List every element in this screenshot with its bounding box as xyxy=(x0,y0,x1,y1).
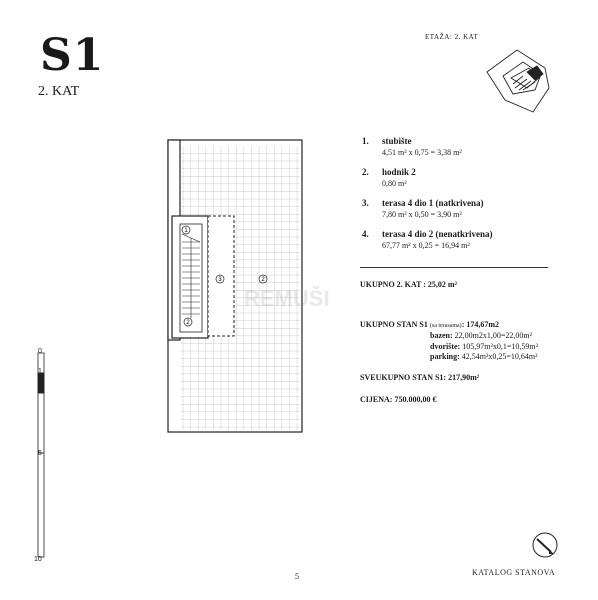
total-unit-label: UKUPNO STAN S1 xyxy=(360,320,428,329)
legend-name: hodnik 2 xyxy=(382,167,416,177)
scale-tick-1: 1 xyxy=(38,368,42,375)
legend-name: terasa 4 dio 2 (nenatkrivena) xyxy=(382,229,493,239)
breakdown-row xyxy=(430,331,538,342)
unit-code: S1 xyxy=(40,30,105,81)
divider xyxy=(360,267,548,268)
legend-num: 1. xyxy=(362,136,369,146)
scale-tick-5: 5 xyxy=(38,450,42,457)
breakdown-label: parking: xyxy=(430,352,460,361)
scale-tick-10: 10 xyxy=(34,556,42,563)
legend-num: 2. xyxy=(362,167,369,177)
breakdown-value: 22,00m2x1,00=22,00m² xyxy=(454,331,533,340)
breakdown-value: 105,97m²x0,1=10,59m² xyxy=(462,341,538,351)
total-unit-value: : 174,67m2 xyxy=(461,320,500,329)
price: CIJENA: 750.000,00 € xyxy=(360,395,437,404)
grand-total: SVEUKUPNO STAN S1: 217,90m² xyxy=(360,373,480,382)
marker-4-label: 2 xyxy=(261,277,265,283)
scale-bar xyxy=(30,345,60,565)
page-number: 5 xyxy=(295,572,299,581)
breakdown-row xyxy=(430,352,538,363)
legend-name: terasa 4 dio 1 (natkrivena) xyxy=(382,198,484,208)
catalog-label: KATALOG STANOVA xyxy=(472,568,556,577)
marker-1-label: 1 xyxy=(184,228,188,234)
scale-tick-2: 2 xyxy=(38,388,42,395)
legend-calc: 4,51 m² x 0,75 = 3,38 m² xyxy=(382,148,462,157)
legend-item xyxy=(362,198,562,220)
legend-item xyxy=(362,136,562,158)
breakdown-label: bazen: xyxy=(430,331,453,340)
legend-item xyxy=(362,229,562,251)
legend-calc: 7,80 m² x 0,50 = 3,90 m² xyxy=(382,210,462,219)
legend-num: 3. xyxy=(362,198,369,208)
site-locator-map xyxy=(483,44,553,114)
breakdown-row xyxy=(430,342,538,353)
north-compass-icon xyxy=(530,530,560,560)
breakdown-label: dvorište: xyxy=(430,341,461,351)
scale-tick-0: 0 xyxy=(38,348,42,355)
legend-name: stubište xyxy=(382,136,412,146)
floor-label: 2. KAT xyxy=(38,84,80,99)
legend-calc: 67,77 m² x 0,25 = 16,94 m² xyxy=(382,241,470,250)
marker-3-label: 3 xyxy=(218,277,222,283)
breakdown-value: 42,54m²x0,25=10,64m² xyxy=(461,352,538,361)
marker-2a-label: 2 xyxy=(186,320,190,326)
etaza-label: ETAŽA: 2. KAT xyxy=(425,33,479,41)
legend-item xyxy=(362,167,562,189)
svg-text:REMUŠI: REMUŠI xyxy=(244,286,330,311)
total-floor: UKUPNO 2. KAT : 25,02 m² xyxy=(360,280,457,289)
total-unit-note: (sa terasama) xyxy=(429,323,462,329)
watermark xyxy=(240,280,350,330)
area-breakdown xyxy=(430,331,538,363)
room-legend xyxy=(362,136,562,260)
total-unit xyxy=(360,320,499,329)
legend-num: 4. xyxy=(362,229,369,239)
legend-calc: 0,80 m² xyxy=(382,179,407,188)
